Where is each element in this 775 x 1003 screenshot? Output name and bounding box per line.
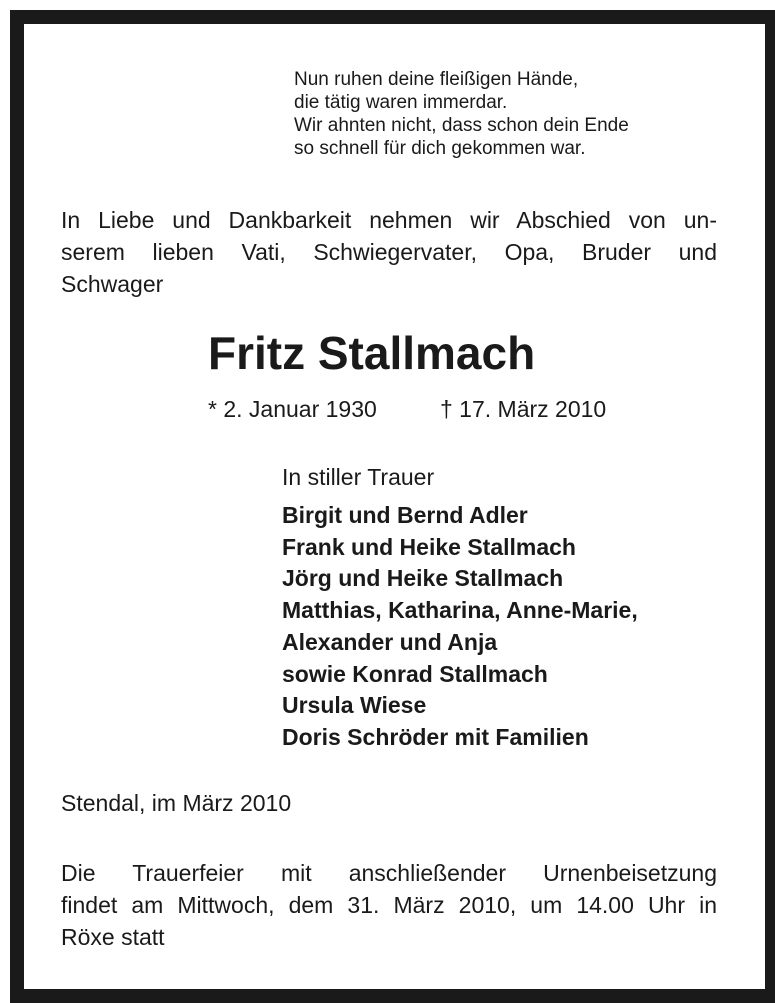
intro-line: In Liebe und Dankbarkeit nehmen wir Abschied von un-: [61, 207, 717, 233]
deceased-name: Fritz Stallmach: [208, 327, 536, 379]
funeral-line: Röxe statt: [61, 924, 165, 950]
mourner-name: Jörg und Heike Stallmach: [282, 565, 564, 592]
poem-line: Nun ruhen deine fleißigen Hände,: [294, 69, 579, 90]
mourner-name: Birgit und Bernd Adler: [282, 502, 528, 528]
funeral-line: Die Trauerfeier mit anschließender Urnenbeisetzung: [61, 860, 717, 886]
mourner-name: sowie Konrad Stallmach: [282, 660, 548, 687]
mourner-name: Matthias, Katharina, Anne-Marie,: [282, 597, 638, 624]
obituary-frame: [10, 10, 775, 1003]
mourning-heading: In stiller Trauer: [282, 464, 435, 490]
poem-line: die tätig waren immerdar.: [294, 92, 508, 113]
intro-text: [61, 204, 717, 300]
poem: [294, 68, 629, 160]
intro-line: serem lieben Vati, Schwiegervater, Opa, Bruder und: [61, 239, 717, 265]
poem-line: Wir ahnten nicht, dass schon dein Ende: [294, 115, 629, 136]
funeral-line: findet am Mittwoch, dem 31. März 2010, um 14.00 Uhr in: [61, 892, 717, 918]
place-date: Stendal, im März 2010: [61, 790, 292, 816]
mourner-name: Ursula Wiese: [282, 692, 427, 719]
intro-line: Schwager: [61, 271, 164, 297]
birth-date: * 2. Januar 1930: [208, 396, 377, 422]
mourner-name: Frank und Heike Stallmach: [282, 533, 576, 560]
mourner-name: Doris Schröder mit Familien: [282, 723, 589, 750]
poem-line: so schnell für dich gekommen war.: [294, 138, 586, 159]
death-date: † 17. März 2010: [440, 396, 607, 422]
funeral-notice: [61, 857, 717, 953]
mourner-name: Alexander und Anja: [282, 628, 498, 655]
mourners-list: [282, 500, 638, 754]
